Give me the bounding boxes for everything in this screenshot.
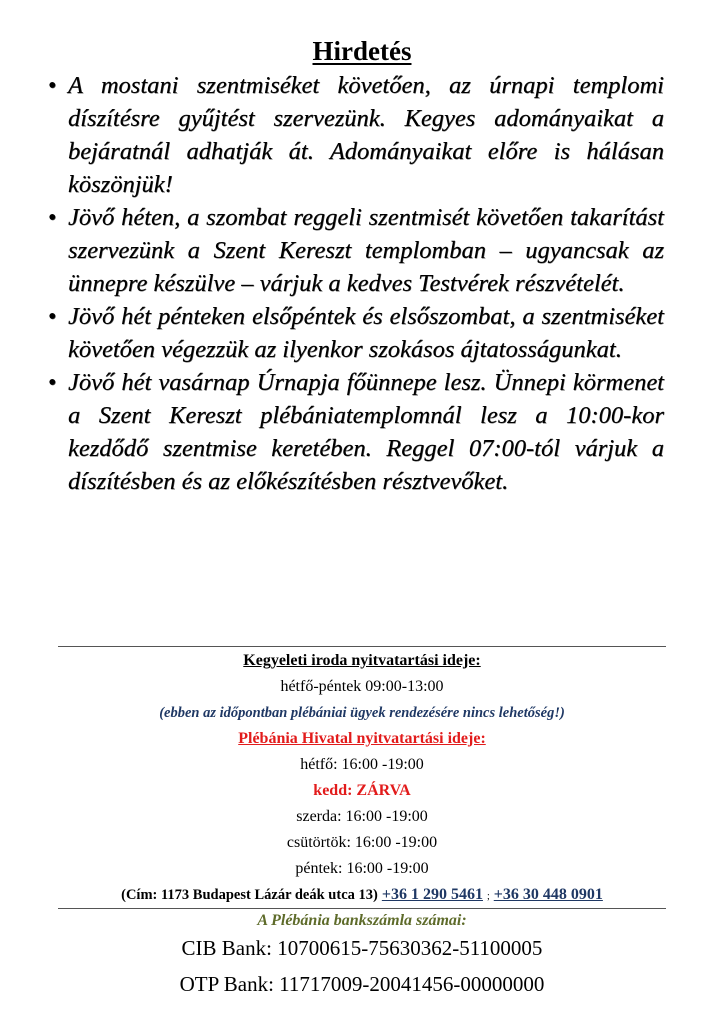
announcement-list	[46, 69, 664, 498]
address: (Cím: 1173 Budapest Lázár deák utca 13)	[121, 887, 378, 903]
office-heading: Kegyeleti iroda nyitvatartási ideje:	[243, 652, 481, 669]
announcement-item	[46, 201, 664, 300]
bullet-icon: •	[48, 72, 57, 99]
contact-line	[0, 882, 724, 908]
announcement-text: Jövő héten, a szombat reggeli szentmisét követően takarítást szervezünk a Szent Kereszt templomban – ugyancsak az ünnepre készülve – várjuk a kedves Testvérek részvételét.	[68, 204, 664, 297]
phone-separator: ;	[486, 891, 490, 902]
announcement-text: Jövő hét pénteken elsőpéntek és elsőszombat, a szentmiséket követően végezzük az ilyenkor szokásos ájtatosságunkat.	[68, 303, 664, 363]
bullet-icon: •	[48, 303, 57, 330]
divider	[58, 646, 666, 647]
phone-link-2[interactable]: +36 30 448 0901	[493, 886, 603, 903]
bank-account-cib: CIB Bank: 10700615-75630362-51100005	[181, 936, 543, 960]
parish-hours-tuesday: kedd: ZÁRVA	[313, 782, 411, 799]
phone-link-1[interactable]: +36 1 290 5461	[381, 886, 483, 903]
bullet-icon: •	[48, 369, 57, 396]
parish-hours-friday: péntek: 16:00 -19:00	[295, 860, 429, 877]
parish-hours-thursday: csütörtök: 16:00 -19:00	[286, 834, 438, 851]
announcement-text: A mostani szentmiséket követően, az úrnapi templomi díszítésre gyűjtést szervezünk. Kegyes adományaikat a bejáratnál adhatják át. Adományaikat előre is hálásan köszönjük!	[68, 72, 664, 198]
bank-account-otp: OTP Bank: 11717009-20041456-00000000	[179, 972, 545, 996]
office-hours: hétfő-péntek 09:00-13:00	[280, 678, 444, 695]
page-title: Hirdetés	[312, 36, 412, 66]
bullet-icon: •	[48, 204, 57, 231]
bank-heading: A Plébánia bankszámla számai:	[257, 912, 467, 929]
parish-heading: Plébánia Hivatal nyitvatartási ideje:	[238, 730, 486, 747]
office-note: (ebben az időpontban plébániai ügyek rendezésére nincs lehetőség!)	[159, 705, 565, 721]
announcement-item	[46, 366, 664, 498]
opening-hours-section	[0, 648, 724, 908]
announcement-text: Jövő hét vasárnap Úrnapja főünnepe lesz. Ünnepi körmenet a Szent Kereszt plébániatemplomnál lesz a 10:00-kor kezdődő szentmise keretében. Reggel 07:00-tól várjuk a díszítésben és az előkészítésben résztvevőket.	[68, 369, 664, 495]
parish-hours-monday: hétfő: 16:00 -19:00	[300, 756, 424, 773]
announcement-item	[46, 300, 664, 366]
announcement-item	[46, 69, 664, 201]
parish-hours-wednesday: szerda: 16:00 -19:00	[296, 808, 428, 825]
